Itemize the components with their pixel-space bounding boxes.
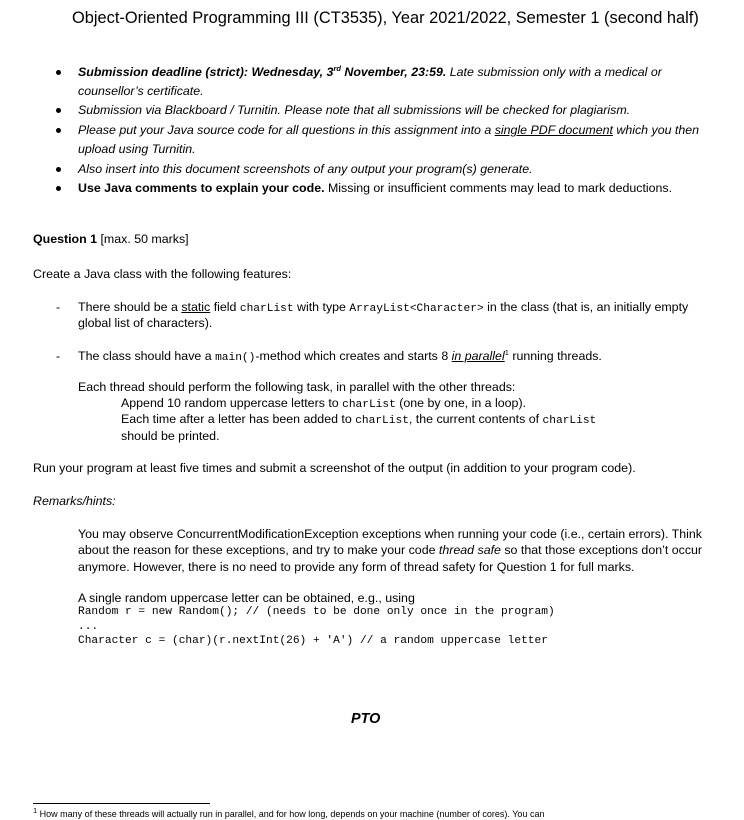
feature-static-field: There should be a static field charList with type ArrayList<Character> in the class (that is, an initially empty <box>78 300 689 315</box>
bullet-dot <box>56 108 61 113</box>
bullet-dot <box>56 167 61 172</box>
bullet-deadline: Submission deadline (strict): Wednesday, 3rd November, 23:59. Late submission only with a medical or <box>78 63 662 79</box>
question-heading: Question 1 [max. 50 marks] <box>33 232 189 246</box>
bullet-deadline-cont: counsellor’s certificate. <box>78 84 204 98</box>
task-intro: Each thread should perform the following task, in parallel with the other threads: <box>78 380 516 394</box>
bullet-screenshots: Also insert into this document screenshots of any output your program(s) generate. <box>78 162 533 176</box>
pto-label: PTO <box>351 711 381 727</box>
bullet-submission: Submission via Blackboard / Turnitin. Please note that all submissions will be checked for plagiarism. <box>78 103 631 117</box>
question-intro: Create a Java class with the following features: <box>33 267 292 281</box>
bullet-dot <box>56 128 61 133</box>
page-title: Object-Oriented Programming III (CT3535), Year 2021/2022, Semester 1 (second half) <box>72 9 699 27</box>
feature-main-method: The class should have a main()-method which creates and starts 8 in parallel$^1$ running threads. <box>78 347 602 364</box>
bullet-dot <box>56 186 61 191</box>
bullet-pdf: Please put your Java source code for all questions in this assignment into a single PDF document which you then <box>78 123 700 137</box>
code-line-character: Character c = (char)(r.nextInt(26) + 'A') // a random uppercase letter <box>78 635 548 647</box>
task-append: Append 10 random uppercase letters to charList (one by one, in a loop). <box>121 396 527 411</box>
bullet-comments: Use Java comments to explain your code. Missing or insufficient comments may lead to mark deductions. <box>78 181 673 195</box>
dash-marker: - <box>56 349 61 363</box>
bullet-dot <box>56 70 61 75</box>
remark-paragraph-line1: You may observe ConcurrentModificationException exceptions when running your code (i.e., certain errors). Think <box>78 527 702 541</box>
remark-paragraph-line3: anymore. However, there is no need to provide any form of thread safety for Question 1 for full marks. <box>78 560 635 574</box>
code-line-random: Random r = new Random(); // (needs to be done only once in the program) <box>78 606 555 618</box>
remarks-heading: Remarks/hints: <box>33 494 116 508</box>
task-print: Each time after a letter has been added to charList, the current contents of charList <box>121 412 597 427</box>
task-print-cont: should be printed. <box>121 429 220 443</box>
footnote-separator <box>33 803 210 804</box>
hint-intro: A single random uppercase letter can be obtained, e.g., using <box>78 591 415 605</box>
run-instruction: Run your program at least five times and submit a screenshot of the output (in addition to your program code). <box>33 461 636 475</box>
footnote: $^1$ How many of these threads will actually run in parallel, and for how long, depends on your machine (number of cores). You can <box>33 806 545 819</box>
remark-paragraph-line2: about the reason for these exceptions, and try to make your code thread safe so that those exceptions don’t occur <box>78 543 703 557</box>
feature-static-field-cont: global list of characters). <box>78 316 213 330</box>
code-line-ellipsis: ... <box>78 621 99 633</box>
dash-marker: - <box>56 300 61 314</box>
bullet-pdf-cont: upload using Turnitin. <box>78 142 196 156</box>
